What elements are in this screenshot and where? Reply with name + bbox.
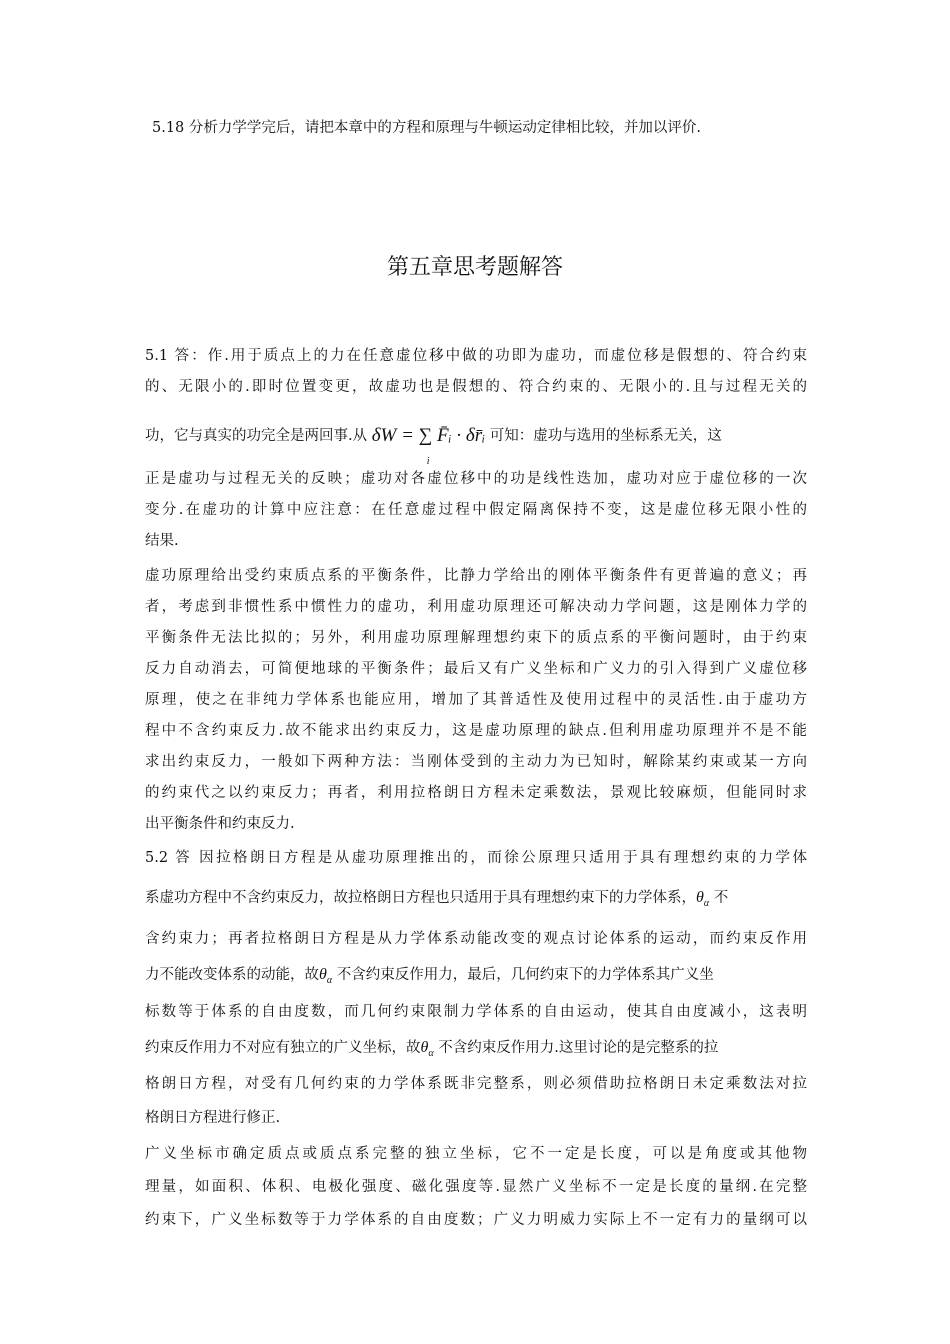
answer-5-2-text: 力不能改变体系的动能，故 [145,967,319,983]
paragraph-line: 平衡条件无法比拟的；另外，利用虚功原理解理想约束下的质点系的平衡问题时，由于约束 [145,630,807,646]
answer-5-2-text: 不含约束反作用力，最后，几何约束下的力学体系其广义坐 [332,967,714,983]
answer-5-2-line: 格朗日方程进行修正. [145,1110,281,1126]
paragraph-line: 程中不含约束反力.故不能求出约束反力，这是虚功原理的缺点.但利用虚功原理并不是不能 [145,723,807,739]
paragraph-line: 反力自动消去，可简便地球的平衡条件；最后又有广义坐标和广义力的引入得到广义虚位移 [145,661,807,677]
theta-alpha-symbol: $\theta_\alpha$ [319,966,333,987]
answer-5-1-text: 功，它与真实的功完全是两回事.从 [145,428,368,444]
answer-5-2-line: 含约束力；再者拉格朗日方程是从力学体系动能改变的观点讨论体系的运动，而约束反作用 [145,931,807,947]
question-5-18: 5.18 分析力学学完后，请把本章中的方程和原理与牛顿运动定律相比较，并加以评价. [152,120,702,136]
paragraph-line: 约束下，广义坐标数等于力学体系的自由度数；广义力明威力实际上不一定有力的量纲可以 [145,1212,807,1228]
answer-5-1-formula-line [145,416,807,467]
paragraph-line: 求出约束反力，一般如下两种方法：当刚体受到的主动力为已知时，解除某约束或某一方向 [145,754,807,770]
answer-5-1-line: 结果. [145,533,179,549]
paragraph-line: 虚功原理给出受约束质点系的平衡条件，比静力学给出的刚体平衡条件有更普遍的意义；再 [145,568,807,584]
paragraph-line: 广义坐标市确定质点或质点系完整的独立坐标，它不一定是长度，可以是角度或其他物 [145,1146,807,1162]
paragraph-line: 出平衡条件和约束反力. [145,816,295,832]
formula-expression: δW = ∑ F̄ᵢ · δr̄ᵢ [371,425,486,446]
paragraph-line: 原理，使之在非纯力学体系也能应用，增加了其普适性及使用过程中的灵活性.由于虚功方 [145,692,807,708]
answer-5-2-line [145,888,807,914]
paragraph-line: 理量，如面积、体积、电极化强度、磁化强度等.显然广义坐标不一定是长度的量纲.在完整 [145,1179,807,1195]
formula-sum-index: i [426,456,430,467]
answer-5-2-text: 不含约束反作用力.这里讨论的是完整系的拉 [433,1040,719,1056]
answer-5-1-line: 正是虚功与过程无关的反映；虚功对各虚位移中的功是线性迭加，虚功对应于虚位移的一次 [145,471,807,487]
answer-5-2-line: 格朗日方程，对受有几何约束的力学体系既非完整系，则必须借助拉格朗日未定乘数法对拉 [145,1076,807,1092]
answer-5-1-line: 的、无限小的.即时位置变更，故虚功也是假想的、符合约束的、无限小的.且与过程无关的 [145,379,807,395]
answer-5-2-line: 5.2 答 因拉格朗日方程是从虚功原理推出的，而徐公原理只适用于具有理想约束的力学体 [145,850,807,866]
answer-5-2-text: 约束反作用力不对应有独立的广义坐标，故 [145,1040,421,1056]
paragraph-line: 者，考虑到非惯性系中惯性力的虚功，利用虚功原理还可解决动力学问题，这是刚体力学的 [145,599,807,615]
answer-5-1-line: 变分.在虚功的计算中应注意：在任意虚过程中假定隔离保持不变，这是虚位移无限小性的 [145,502,807,518]
answer-5-1-text: 可知：虚功与选用的坐标系无关，这 [489,428,722,444]
answer-5-2-text: 不 [709,890,729,906]
theta-alpha-symbol: $\theta_\alpha$ [420,1039,434,1060]
answer-5-2-line [145,1038,807,1064]
paragraph-line: 的约束代之以约束反力；再者，利用拉格朗日方程未定乘数法，景观比较麻烦，但能同时求 [145,785,807,801]
answer-5-1-line: 5.1 答：作.用于质点上的力在任意虚位移中做的功即为虚功，而虚位移是假想的、符合约束 [145,348,807,364]
answer-5-2-line: 标数等于体系的自由度数，而几何约束限制力学体系的自由运动，使其自由度减小，这表明 [145,1004,807,1020]
answer-5-2-line [145,965,807,991]
chapter-title: 第五章思考题解答 [386,255,563,280]
answer-5-2-text: 系虚功方程中不含约束反力，故拉格朗日方程也只适用于具有理想约束下的力学体系， [145,890,696,906]
virtual-work-formula [371,416,486,467]
theta-alpha-symbol: $\theta_\alpha$ [696,889,710,910]
